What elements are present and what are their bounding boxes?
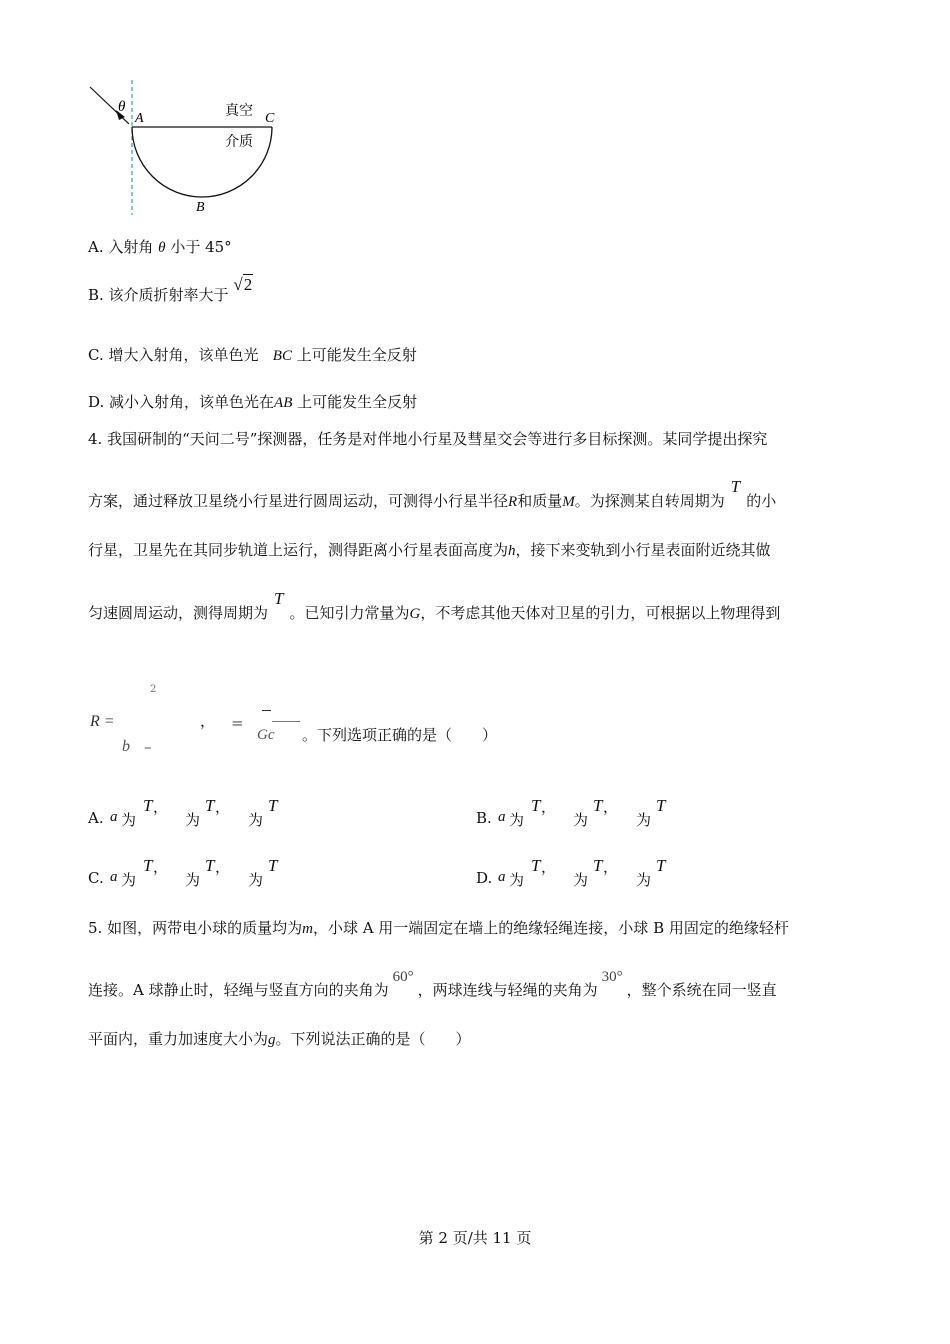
optics-figure	[80, 80, 300, 220]
formula-exponent: 2	[150, 684, 157, 695]
q5-line-3: 平面内，重力加速度大小为g。下列说法正确的是（ ）	[88, 1030, 471, 1048]
formula-tail: 。下列选项正确的是（ ）	[302, 726, 498, 744]
q3-option-a: A. 入射角 θ 小于 45°	[88, 238, 232, 256]
formula-gc: Gc	[257, 727, 275, 743]
formula-bar	[272, 721, 300, 722]
point-c-label: C	[265, 111, 275, 126]
q4-formula	[88, 680, 588, 760]
q4-line-4: 匀速圆周运动，测得周期为T。已知引力常量为G，不考虑其他天体对卫星的引力，可根据以上物理得到	[88, 589, 781, 622]
q3-option-c: C. 增大入射角，该单色光 BC 上可能发生全反射	[88, 346, 417, 364]
q4-option-a: A. a 为 T ， 为 T ， 为 T	[88, 796, 278, 829]
page-number: 第 2 页/共 11 页	[418, 1229, 532, 1247]
q4-option-c: C. a 为 T ， 为 T ， 为 T	[88, 856, 278, 889]
q3-option-d: D. 减小入射角，该单色光在AB 上可能发生全反射	[88, 393, 418, 411]
point-a-label: A	[135, 111, 144, 126]
point-b-label: B	[196, 200, 205, 215]
formula-r: R =	[90, 713, 115, 730]
vacuum-label: 真空	[225, 103, 253, 119]
q4-option-d: D. a 为 T ， 为 T ， 为 T	[476, 856, 666, 889]
formula-comma: ，	[200, 712, 216, 730]
q4-line-2: 方案，通过释放卫星绕小行星进行圆周运动，可测得小行星半径R和质量M。为探测某自转周期为T的小	[88, 477, 777, 510]
q4-line-3: 行星，卫星先在其同步轨道上运行，测得距离小行星表面高度为h，接下来变轨到小行星表面附近绕其做	[88, 541, 771, 559]
q3-option-b: B. 该介质折射率大于 √2	[88, 275, 253, 304]
theta-label: θ	[118, 99, 126, 115]
q5-line-1: 5. 如图，两带电小球的质量均为m，小球 A 用一端固定在墙上的绝缘轻绳连接，小球 B 用固定的绝缘轻杆	[88, 919, 789, 937]
formula-b: b	[122, 738, 130, 755]
formula-bar-small	[262, 710, 271, 711]
formula-equals: =	[231, 714, 244, 732]
sqrt-symbol: √2	[233, 275, 253, 294]
formula-dash: –	[144, 738, 152, 756]
q4-line-1: 4. 我国研制的“天问二号”探测器，任务是对伴地小行星及彗星交会等进行多目标探测。某同学提出探究	[88, 430, 768, 448]
q4-option-b: B. a 为 T ， 为 T ， 为 T	[476, 796, 666, 829]
medium-label: 介质	[225, 134, 253, 150]
q5-line-2: 连接。A 球静止时，轻绳与竖直方向的夹角为60°，两球连线与轻绳的夹角为30°，整个系统在同一竖直	[88, 969, 777, 999]
